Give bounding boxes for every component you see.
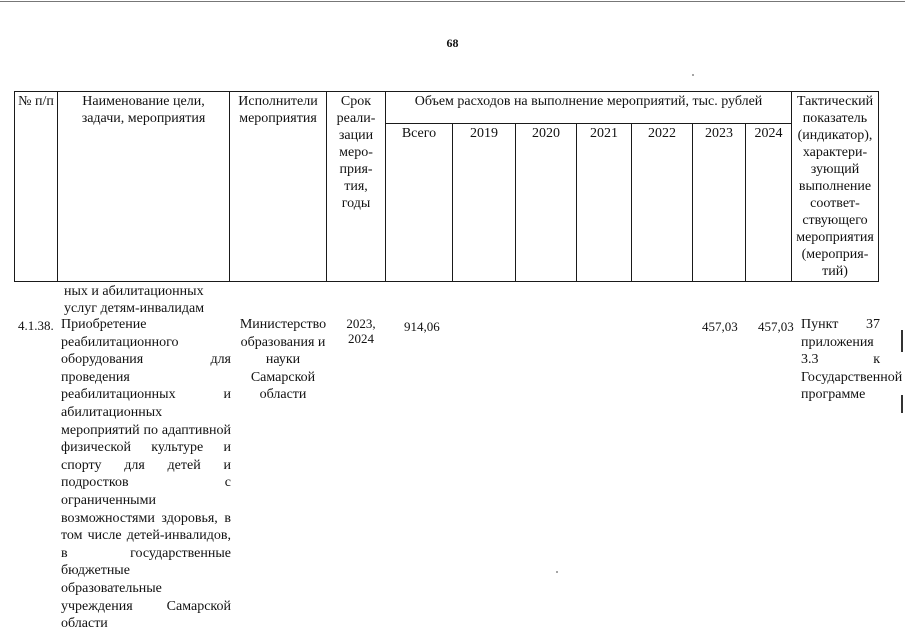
row-period: 2023, 2024 — [346, 316, 376, 346]
row-executor: Министерство образования и науки Самарской области — [239, 317, 327, 403]
row-value-2023: 457,03 — [702, 319, 738, 334]
row-number: 4.1.38. — [18, 318, 54, 333]
page-top-border — [0, 1, 905, 2]
row-name: Приобретение реабилитационного оборудования для проведения реабилитационных и абилитационных мероприятий по адаптивной физической культуре и спорту для детей и подростков с ограниченными возможностями здоровья, в том числе детей-инвалидов, в государственные бюджетные образовательные учреждения Самарской области — [61, 317, 231, 632]
row-total: 914,06 — [404, 319, 440, 334]
header-indicator: Тактический показатель (индикатор), характери-зующий выполнение соответ-ствующего мероприятия (мероприя-тий) — [792, 92, 879, 282]
header-year-2019: 2019 — [453, 124, 516, 282]
scan-edge-mark — [901, 330, 903, 352]
header-year-2020: 2020 — [516, 124, 577, 282]
header-year-2022: 2022 — [632, 124, 693, 282]
header-table — [14, 91, 879, 282]
continued-text — [64, 283, 204, 317]
page-number: 68 — [446, 36, 459, 50]
header-period: Срок реали-зации меро-прия-тия, годы — [327, 92, 386, 282]
scan-edge-mark — [901, 395, 903, 413]
header-num: № п/п — [15, 92, 58, 282]
continued-line: ных и абилитационных — [64, 284, 204, 299]
header-year-2021: 2021 — [577, 124, 632, 282]
row-indicator: Пункт 37 приложения 3.3 к Государственной программе — [801, 317, 903, 403]
header-year-2024: 2024 — [746, 124, 792, 282]
scan-speck — [692, 74, 694, 76]
header-executor: Исполнители мероприятия — [230, 92, 327, 282]
header-volume: Объем расходов на выполнение мероприятий, тыс. рублей — [386, 92, 792, 124]
header-year-2023: 2023 — [693, 124, 746, 282]
header-name: Наименование цели, задачи, мероприятия — [58, 92, 230, 282]
header-total: Всего — [386, 124, 453, 282]
row-value-2024: 457,03 — [758, 319, 794, 334]
scan-speck — [556, 571, 558, 573]
continued-line: услуг детям-инвалидам — [64, 301, 205, 316]
